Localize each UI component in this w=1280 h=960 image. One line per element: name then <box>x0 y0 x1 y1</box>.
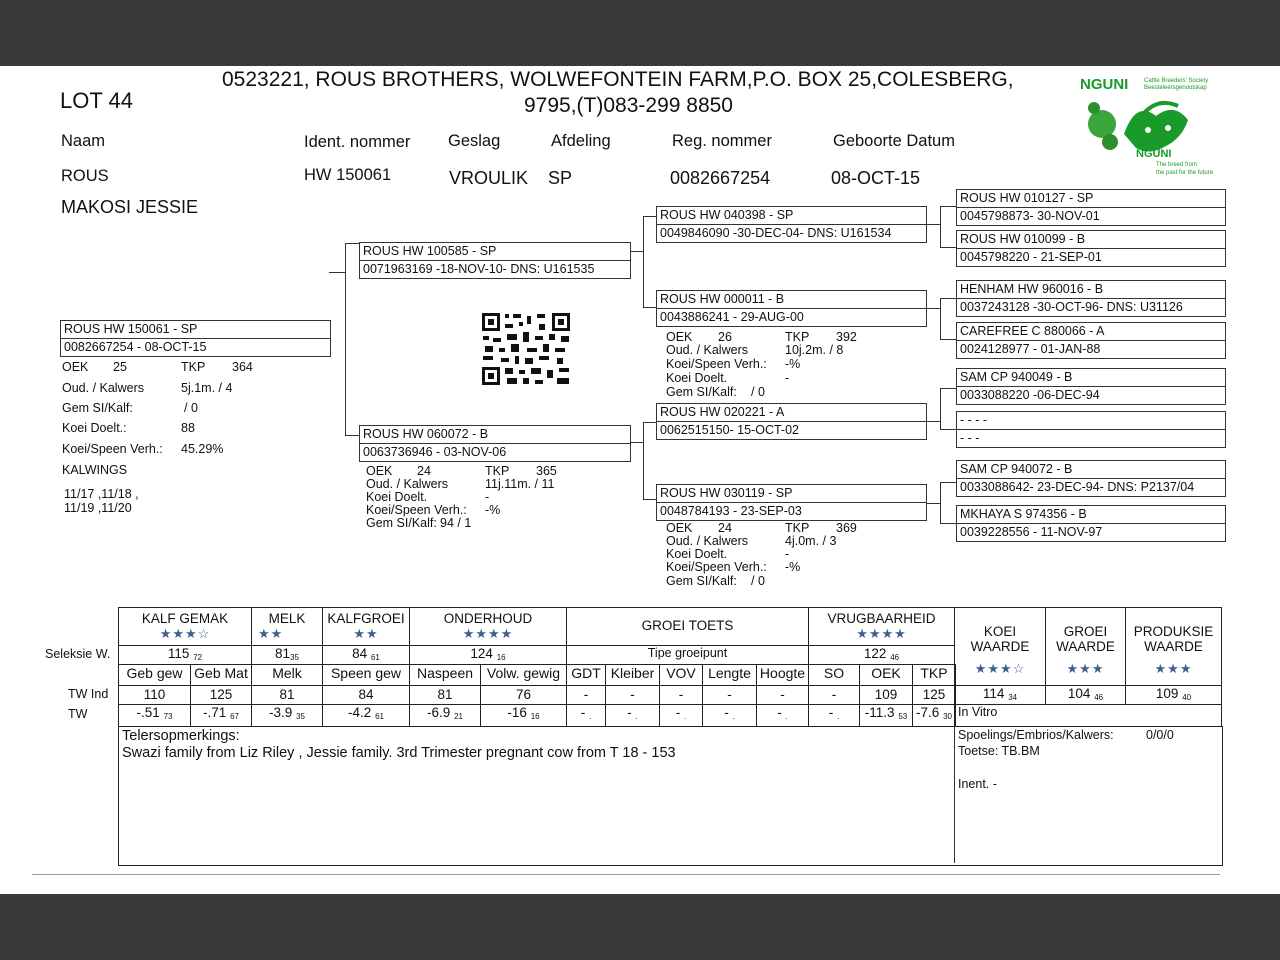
header-reg: Reg. nommer <box>672 132 772 150</box>
tw-value-13: -7.6 <box>916 705 940 720</box>
dam-sire-box <box>656 403 927 440</box>
ggp-3-line2: 0037243128 -30-OCT-96- DNS: U31126 <box>960 300 1183 314</box>
tw-value-12: -11.3 <box>864 705 895 720</box>
sire-sire-line1: ROUS HW 040398 - SP <box>660 208 794 222</box>
group-groei-waarde <box>1045 607 1126 686</box>
dam-doelt-label: Koei Doelt. <box>366 490 428 504</box>
groei-waarde-number: 104 <box>1067 686 1091 701</box>
ggp-box-2 <box>956 230 1226 267</box>
sd-oek: 26 <box>718 330 732 344</box>
subject-oek-label: OEK <box>62 360 89 374</box>
spoelings-label: Spoelings/Embrios/Kalwers: <box>958 728 1114 742</box>
tw-sub-3: 61 <box>375 712 384 721</box>
in-vitro: In Vitro <box>954 704 1222 727</box>
spoelings-value: 0/0/0 <box>1146 728 1174 742</box>
kalwings-label: KALWINGS <box>62 463 128 477</box>
dam-doelt: - <box>485 490 490 504</box>
dd-oud: 4j.0m. / 3 <box>785 534 837 548</box>
row-label-seleksie: Seleksie W. <box>45 647 111 661</box>
breeder-line-1: 0523221, ROUS BROTHERS, WOLWEFONTEIN FARM,P.O. BOX 25,COLESBERG, <box>222 68 1014 91</box>
seleksie-onderhoud-value: 124 <box>470 646 493 661</box>
nguni-logo <box>1076 74 1214 178</box>
sd-doelt-label: Koei Doelt. <box>666 371 728 385</box>
subject-oud-label: Oud. / Kalwers <box>62 381 144 395</box>
tw-cell-10 <box>756 704 809 727</box>
tw-value-2: -3.9 <box>269 705 293 720</box>
groei-label-2: WAARDE <box>1056 639 1115 654</box>
sd-doelt: - <box>785 371 790 385</box>
breeder-line-2: 9795,(T)083-299 8850 <box>524 94 733 117</box>
tw-sub-6: . <box>589 712 592 721</box>
subject-box <box>60 320 331 357</box>
tw-value-9: - <box>724 705 733 720</box>
column-header-13: TKP <box>912 664 956 686</box>
tw-value-10: - <box>777 705 786 720</box>
column-header-1: Geb Mat <box>190 664 252 686</box>
tw-sub-10: . <box>785 712 788 721</box>
twind-value-0: 110 <box>118 685 191 705</box>
toetse: Toetse: TB.BM <box>958 744 1040 758</box>
ggp-3-line1: HENHAM HW 960016 - B <box>960 282 1104 296</box>
sd-gem-label: Gem SI/Kalf: <box>666 385 737 399</box>
seleksie-onderhoud-sub: 16 <box>496 653 506 662</box>
group-koei-waarde <box>954 607 1046 686</box>
group-melk-label: MELK <box>268 611 306 626</box>
subject-oek: 25 <box>113 360 127 374</box>
dam-line2: 0063736946 - 03-NOV-06 <box>363 445 507 459</box>
dam-oud: 11j.11m. / 11 <box>485 477 555 491</box>
tw-value-7: - <box>627 705 636 720</box>
ggp-4-line1: CAREFREE C 880066 - A <box>960 324 1105 338</box>
sd-oud: 10j.2m. / 8 <box>785 343 844 357</box>
column-header-4: Naspeen <box>409 664 481 686</box>
animal-name: MAKOSI JESSIE <box>61 197 199 217</box>
logo-title: NGUNI <box>1080 76 1129 93</box>
ggp-4-line2: 0024128977 - 01-JAN-88 <box>960 342 1101 356</box>
sd-speen: -% <box>785 357 801 371</box>
sire-dam-line2: 0043886241 - 29-AUG-00 <box>660 310 804 324</box>
dd-oud-label: Oud. / Kalwers <box>666 534 748 548</box>
twind-value-13: 125 <box>912 685 956 705</box>
seleksie-vrugbaarheid-value: 122 <box>863 646 887 661</box>
tw-value-3: -4.2 <box>348 705 372 720</box>
koei-waarde-value <box>954 685 1046 705</box>
pedigree-page <box>0 66 1280 894</box>
produksie-label-2: WAARDE <box>1144 639 1203 654</box>
dd-speen-label: Koei/Speen Verh.: <box>666 560 767 574</box>
koei-label-1: KOEI <box>983 624 1017 639</box>
tw-value-0: -.51 <box>136 705 160 720</box>
sire-sire-line2: 0049846090 -30-DEC-04- DNS: U161534 <box>660 226 892 240</box>
seleksie-kalf-gemak-sub: 72 <box>193 653 203 662</box>
group-groei-toets-label: GROEI TOETS <box>641 618 734 633</box>
twind-value-6: - <box>566 685 606 705</box>
tw-cell-2 <box>251 704 323 727</box>
group-onderhoud-label: ONDERHOUD <box>443 611 533 626</box>
subject-gem-label: Gem SI/Kalf: <box>62 401 133 415</box>
seleksie-vrugbaarheid-sub: 46 <box>890 653 900 662</box>
animal-geslag: VROULIK <box>449 168 529 188</box>
produksie-waarde-number: 109 <box>1155 686 1179 701</box>
animal-afdeling: SP <box>548 168 573 188</box>
column-header-10: Hoogte <box>756 664 809 686</box>
ggp-1-line1: ROUS HW 010127 - SP <box>960 191 1094 205</box>
column-header-11: SO <box>808 664 860 686</box>
twind-value-2: 81 <box>251 685 323 705</box>
group-melk-stars: ★★ <box>258 626 284 641</box>
ggp-box-3 <box>956 280 1226 317</box>
group-onderhoud <box>409 607 567 646</box>
seleksie-vrugbaarheid <box>808 645 955 665</box>
tw-sub-0: 73 <box>163 712 173 721</box>
animal-geboorte: 08-OCT-15 <box>831 168 921 188</box>
column-header-2: Melk <box>251 664 323 686</box>
dam-dam-line1: ROUS HW 030119 - SP <box>660 486 793 500</box>
row-label-tw: TW <box>68 707 88 721</box>
ggp-5-line1: SAM CP 940049 - B <box>960 370 1073 384</box>
seleksie-melk-sub: 35 <box>290 653 299 662</box>
ggp-box-5 <box>956 368 1226 405</box>
column-header-7: Kleiber <box>605 664 660 686</box>
groei-stars: ★★★ <box>1066 661 1105 676</box>
ggp-7-line1: SAM CP 940072 - B <box>960 462 1073 476</box>
ggp-6-line1: - - - - <box>960 413 988 427</box>
subject-speen-label: Koei/Speen Verh.: <box>62 442 163 456</box>
sire-line1: ROUS HW 100585 - SP <box>363 244 497 258</box>
ggp-2-line1: ROUS HW 010099 - B <box>960 232 1086 246</box>
group-onderhoud-stars: ★★★★ <box>462 626 514 641</box>
dam-dam-box <box>656 484 927 521</box>
twind-value-10: - <box>756 685 809 705</box>
dam-gem-label: Gem SI/Kalf: <box>366 516 437 530</box>
tw-cell-0 <box>118 704 191 727</box>
tw-sub-2: 35 <box>296 712 305 721</box>
sire-box <box>359 242 631 279</box>
group-groei-toets <box>566 607 809 646</box>
twind-value-5: 76 <box>480 685 567 705</box>
twind-value-7: - <box>605 685 660 705</box>
column-header-3: Speen gew <box>322 664 410 686</box>
group-kalfgroei-stars: ★★ <box>353 626 379 641</box>
group-produksie-waarde <box>1125 607 1222 686</box>
dd-tkp-label: TKP <box>785 521 810 535</box>
kalwings-line1: 11/17 ,11/18 , <box>64 487 139 501</box>
seleksie-tipe-groeipunt: Tipe groeipunt <box>566 645 809 665</box>
ggp-7-line2: 0033088642- 23-DEC-94- DNS: P2137/04 <box>960 480 1195 494</box>
dd-speen: -% <box>785 560 801 574</box>
dam-sire-line1: ROUS HW 020221 - A <box>660 405 785 419</box>
group-vrugbaarheid-stars: ★★★★ <box>856 626 907 641</box>
ggp-8-line1: MKHAYA S 974356 - B <box>960 507 1087 521</box>
dam-sire-line2: 0062515150- 15-OCT-02 <box>660 423 799 437</box>
logo-subtitle: NGUNI <box>1136 148 1172 160</box>
tw-sub-12: 53 <box>898 712 908 721</box>
sire-line2: 0071963169 -18-NOV-10- DNS: U161535 <box>363 262 595 276</box>
column-header-6: GDT <box>566 664 606 686</box>
produksie-waarde-sub: 40 <box>1182 693 1192 702</box>
logo-society: Cattle Breeders' Society <box>1144 78 1209 84</box>
sd-oek-label: OEK <box>666 330 693 344</box>
sd-oud-label: Oud. / Kalwers <box>666 343 748 357</box>
logo-society-2: Beesteleersgenootskap <box>1144 85 1207 91</box>
column-header-0: Geb gew <box>118 664 191 686</box>
dd-doelt: - <box>785 547 790 561</box>
tw-value-5: -16 <box>507 705 527 720</box>
column-header-5: Volw. gewig <box>480 664 567 686</box>
kalwings-line2: 11/19 ,11/20 <box>64 501 132 515</box>
seleksie-onderhoud <box>409 645 567 665</box>
dd-tkp: 369 <box>836 521 857 535</box>
header-geboorte: Geboorte Datum <box>833 132 955 150</box>
inent: Inent. - <box>958 777 997 791</box>
subject-gem: / 0 <box>184 401 198 415</box>
header-ident: Ident. nommer <box>304 133 411 151</box>
tw-sub-9: . <box>732 712 735 721</box>
tw-cell-6 <box>566 704 606 727</box>
tw-value-6: - <box>580 705 589 720</box>
twind-value-8: - <box>659 685 703 705</box>
koei-waarde-sub: 34 <box>1008 693 1018 702</box>
dam-speen: -% <box>485 503 501 517</box>
tw-sub-13: 30 <box>943 712 952 721</box>
sire-dam-line1: ROUS HW 000011 - B <box>660 292 785 306</box>
tw-cell-13 <box>912 704 956 727</box>
subject-doelt-label: Koei Doelt.: <box>62 421 127 435</box>
subject-doelt: 88 <box>181 421 195 435</box>
subject-oud: 5j.1m. / 4 <box>181 381 233 395</box>
subject-tkp: 364 <box>232 360 253 374</box>
groei-waarde-sub: 46 <box>1094 693 1104 702</box>
ggp-5-line2: 0033088220 -06-DEC-94 <box>960 388 1100 402</box>
group-kalfgroei-label: KALFGROEI <box>327 611 405 626</box>
tw-cell-8 <box>659 704 703 727</box>
dam-oud-label: Oud. / Kalwers <box>366 477 448 491</box>
dam-line1: ROUS HW 060072 - B <box>363 427 489 441</box>
koei-label-2: WAARDE <box>970 639 1030 654</box>
remarks-text: Swazi family from Liz Riley , Jessie family. 3rd Trimester pregnant cow from T 18 - 153 <box>122 745 676 761</box>
seleksie-kalfgroei-value: 84 <box>352 646 368 661</box>
header-geslag: Geslag <box>448 132 501 150</box>
group-vrugbaarheid-label: VRUGBAARHEID <box>827 611 936 626</box>
produksie-stars: ★★★ <box>1154 661 1193 676</box>
tw-value-4: -6.9 <box>427 705 451 720</box>
seleksie-melk <box>251 645 323 665</box>
tw-value-11: - <box>828 705 837 720</box>
produksie-label-1: PRODUKSIE <box>1133 624 1214 639</box>
subject-line2: 0082667254 - 08-OCT-15 <box>64 340 207 354</box>
ggp-6-line2: - - - <box>960 431 980 445</box>
dam-speen-label: Koei/Speen Verh.: <box>366 503 467 517</box>
column-header-9: Lengte <box>702 664 757 686</box>
dam-tkp-label: TKP <box>485 464 510 478</box>
dd-gem-label: Gem SI/Kalf: <box>666 574 737 588</box>
group-kalf-gemak <box>118 607 252 646</box>
twind-value-1: 125 <box>190 685 252 705</box>
sd-tkp: 392 <box>836 330 857 344</box>
tw-cell-7 <box>605 704 660 727</box>
dam-tkp: 365 <box>536 464 557 478</box>
qr-code-icon <box>481 312 571 386</box>
seleksie-kalfgroei <box>322 645 410 665</box>
dd-gem: / 0 <box>751 574 765 588</box>
sire-sire-box <box>656 206 927 243</box>
tw-value-8: - <box>675 705 684 720</box>
tw-sub-5: 16 <box>530 712 540 721</box>
sd-gem: / 0 <box>751 385 765 399</box>
dam-oek: 24 <box>417 464 431 478</box>
groei-waarde-value <box>1045 685 1126 705</box>
ggp-box-8 <box>956 505 1226 542</box>
tw-cell-3 <box>322 704 410 727</box>
seleksie-melk-value: 81 <box>275 646 291 661</box>
tw-sub-11: . <box>837 712 840 721</box>
tw-sub-1: 67 <box>230 712 239 721</box>
tw-sub-8: . <box>684 712 687 721</box>
subject-line1: ROUS HW 150061 - SP <box>64 322 198 336</box>
subject-tkp-label: TKP <box>181 360 206 374</box>
groei-label-1: GROEI <box>1063 624 1108 639</box>
sd-speen-label: Koei/Speen Verh.: <box>666 357 767 371</box>
twind-value-9: - <box>702 685 757 705</box>
twind-value-12: 109 <box>859 685 913 705</box>
tw-value-1: -.71 <box>203 705 227 720</box>
dam-oek-label: OEK <box>366 464 393 478</box>
animal-naam: ROUS <box>61 167 109 185</box>
ggp-box-6 <box>956 411 1226 448</box>
row-label-twind: TW Ind <box>68 687 109 701</box>
tw-cell-12 <box>859 704 913 727</box>
sd-tkp-label: TKP <box>785 330 810 344</box>
ggp-2-line2: 0045798220 - 21-SEP-01 <box>960 250 1102 264</box>
seleksie-kalfgroei-sub: 61 <box>370 653 380 662</box>
lot-number: LOT 44 <box>60 88 133 113</box>
group-kalf-gemak-stars: ★★★☆ <box>159 626 211 641</box>
twind-value-4: 81 <box>409 685 481 705</box>
tw-sub-7: . <box>635 712 638 721</box>
dd-oek: 24 <box>718 521 732 535</box>
animal-ident: HW 150061 <box>304 166 392 184</box>
column-header-8: VOV <box>659 664 703 686</box>
animal-reg: 0082667254 <box>670 168 771 188</box>
header-afdeling: Afdeling <box>551 132 611 150</box>
tw-cell-9 <box>702 704 757 727</box>
tw-cell-4 <box>409 704 481 727</box>
produksie-waarde-value <box>1125 685 1222 705</box>
twind-value-3: 84 <box>322 685 410 705</box>
dd-doelt-label: Koei Doelt. <box>666 547 728 561</box>
twind-value-11: - <box>808 685 860 705</box>
ggp-box-1 <box>956 189 1226 226</box>
dam-dam-line2: 0048784193 - 23-SEP-03 <box>660 504 802 518</box>
ggp-box-4 <box>956 322 1226 359</box>
sire-dam-box <box>656 290 927 327</box>
koei-stars: ★★★☆ <box>974 661 1026 676</box>
ggp-8-line2: 0039228556 - 11-NOV-97 <box>960 525 1103 539</box>
group-vrugbaarheid <box>808 607 955 646</box>
column-header-12: OEK <box>859 664 913 686</box>
group-melk <box>251 607 323 646</box>
ggp-box-7 <box>956 460 1226 497</box>
logo-tagline-2: the past for the future <box>1156 170 1214 176</box>
dam-box <box>359 425 631 462</box>
remarks-label: Telersopmerkings: <box>122 728 240 744</box>
header-naam: Naam <box>61 132 106 150</box>
ggp-1-line2: 0045798873- 30-NOV-01 <box>960 209 1100 223</box>
tw-sub-4: 21 <box>454 712 463 721</box>
tw-cell-11 <box>808 704 860 727</box>
tw-cell-5 <box>480 704 567 727</box>
subject-speen: 45.29% <box>181 442 224 456</box>
tw-cell-1 <box>190 704 252 727</box>
logo-tagline-1: The breed from <box>1156 162 1198 168</box>
group-kalfgroei <box>322 607 410 646</box>
koei-waarde-number: 114 <box>982 686 1005 701</box>
group-kalf-gemak-label: KALF GEMAK <box>141 611 229 626</box>
dd-oek-label: OEK <box>666 521 693 535</box>
seleksie-kalf-gemak-value: 115 <box>167 646 190 661</box>
seleksie-kalf-gemak <box>118 645 252 665</box>
dam-gem: 94 / 1 <box>440 516 472 530</box>
